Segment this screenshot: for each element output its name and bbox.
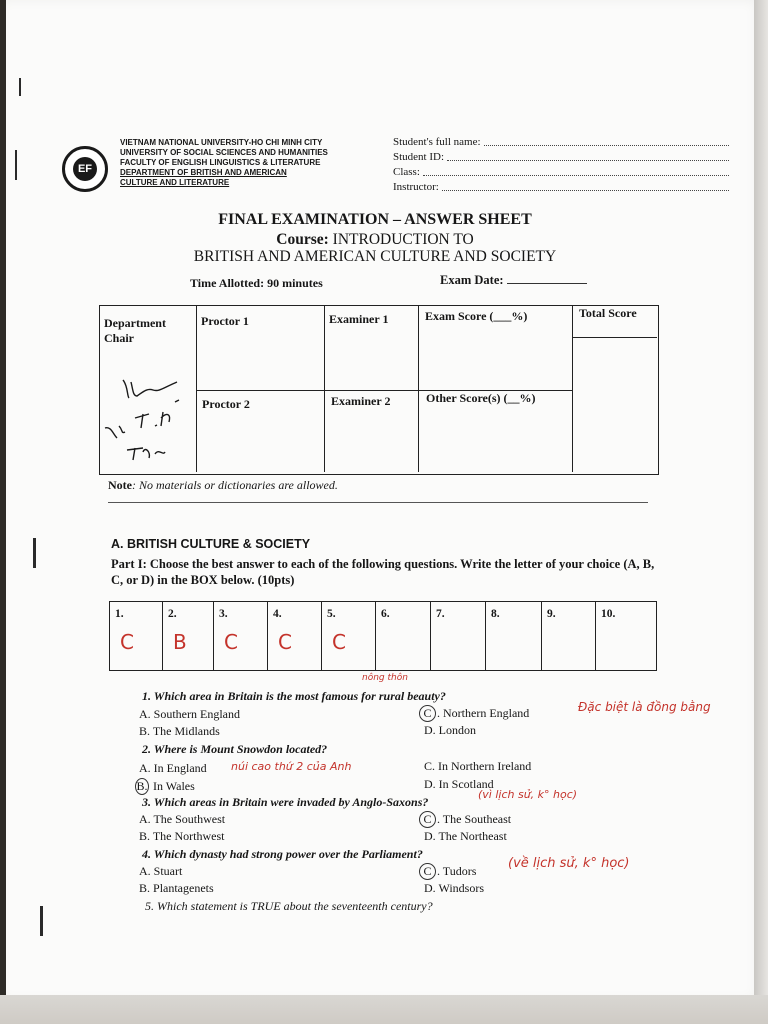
answer-box[interactable]: 9. (542, 602, 596, 670)
note: Note: No materials or dictionaries are allowed. (108, 478, 338, 492)
answer-grid (109, 601, 657, 671)
student-name-field[interactable] (484, 135, 729, 146)
margin-mark (19, 78, 21, 96)
institution-line: VIETNAM NATIONAL UNIVERSITY-HO CHI MINH CITY (120, 138, 323, 147)
class-field[interactable] (423, 165, 729, 176)
annotation-ve-lich-su: (về lịch sử, k° học) (508, 856, 630, 871)
institution-line: DEPARTMENT OF BRITISH AND AMERICAN (120, 168, 287, 177)
option-d: D. In Scotland (424, 777, 494, 791)
exam-score-label: Exam Score (___%) (425, 309, 528, 323)
option-d: D. The Northeast (424, 829, 507, 843)
faculty-logo-icon: EF (62, 146, 108, 192)
option-c-selected: C . Tudors (422, 863, 476, 880)
exam-title: FINAL EXAMINATION – ANSWER SHEET (218, 211, 532, 228)
instructor-label: Instructor: (393, 181, 439, 193)
institution-line: UNIVERSITY OF SOCIAL SCIENCES AND HUMANITIES (120, 148, 328, 157)
proctor1-label: Proctor 1 (201, 314, 249, 328)
answer-box[interactable]: 10. (601, 608, 616, 620)
option-a: A. Stuart (139, 864, 183, 878)
answer-box[interactable]: 7. (431, 602, 486, 670)
class-label: Class: (393, 166, 420, 178)
institution-block (120, 138, 385, 188)
section-title: A. BRITISH CULTURE & SOCIETY (111, 537, 311, 551)
student-id-field[interactable] (447, 150, 729, 161)
department-chair-label: Department Chair (104, 316, 166, 345)
option-b: B. Plantagenets (139, 881, 214, 895)
option-c-selected: C . The Southeast (422, 811, 511, 828)
proctor2-label: Proctor 2 (202, 397, 250, 411)
option-a: A. Southern England (139, 707, 240, 721)
background-wall (754, 0, 768, 1024)
student-name-label: Student's full name: (393, 136, 481, 148)
institution-line: CULTURE AND LITERATURE (120, 178, 230, 187)
time-allotted: Time Allotted: 90 minutes (190, 276, 323, 290)
option-c-selected: C . Northern England (422, 705, 529, 722)
margin-mark (33, 538, 36, 568)
annotation-vi-lich-su: (vì lịch sử, k° học) (478, 788, 578, 801)
answer-box[interactable]: 1. C (110, 602, 163, 670)
option-b: B. The Northwest (139, 829, 225, 843)
answer-box[interactable]: 3. C (214, 602, 268, 670)
instructor-field[interactable] (442, 180, 729, 191)
exam-date: Exam Date: (440, 273, 587, 288)
examiner1-label: Examiner 1 (329, 312, 389, 326)
question-1: 1. Which area in Britain is the most famous for rural beauty? (142, 689, 446, 703)
annotation-nong-thon: nông thôn (362, 673, 408, 683)
option-d: D. London (424, 723, 477, 737)
examiner2-label: Examiner 2 (331, 394, 391, 408)
other-scores-label: Other Score(s) (__%) (426, 391, 536, 405)
question-5: 5. Which statement is TRUE about the seventeenth century? (145, 899, 433, 913)
part-instructions: Part I: Choose the best answer to each of the following questions. Write the letter of your choice (A, B, C, or D) in the BOX below. (10pts) (111, 557, 655, 587)
institution-line: FACULTY OF ENGLISH LINGUISTICS & LITERATURE (120, 158, 321, 167)
course-line: Course: INTRODUCTION TO (276, 231, 474, 248)
margin-mark (15, 150, 17, 180)
department-chair-signature (103, 368, 195, 463)
answer-box[interactable]: 4. C (268, 602, 322, 670)
answer-box[interactable]: 6. (376, 602, 431, 670)
question-3: 3. Which areas in Britain were invaded by Anglo-Saxons? (142, 795, 429, 809)
option-b: B. The Midlands (139, 724, 220, 738)
option-a: A. The Southwest (139, 812, 226, 826)
option-c: C. In Northern Ireland (424, 759, 532, 773)
annotation-dac-biet: Đặc biệt là đồng bằng (578, 700, 711, 714)
course-name-line: BRITISH AND AMERICAN CULTURE AND SOCIETY (193, 248, 557, 265)
margin-mark (40, 906, 43, 936)
question-2: 2. Where is Mount Snowdon located? (142, 742, 328, 756)
answer-box[interactable]: 5. C (322, 602, 376, 670)
answer-box[interactable]: 2. B (163, 602, 214, 670)
option-d: D. Windsors (424, 881, 484, 895)
question-4: 4. Which dynasty had strong power over the Parliament? (142, 847, 423, 861)
student-id-label: Student ID: (393, 151, 445, 163)
annotation-nui-cao: núi cao thứ 2 của Anh (231, 760, 352, 773)
option-b-selected: B. In Wales (136, 779, 195, 793)
student-info-block (393, 135, 733, 195)
option-a: A. In England (139, 761, 207, 775)
divider (108, 502, 648, 503)
answer-box[interactable]: 8. (486, 602, 542, 670)
desk-surface (0, 995, 768, 1024)
total-score-label: Total Score (579, 306, 637, 320)
